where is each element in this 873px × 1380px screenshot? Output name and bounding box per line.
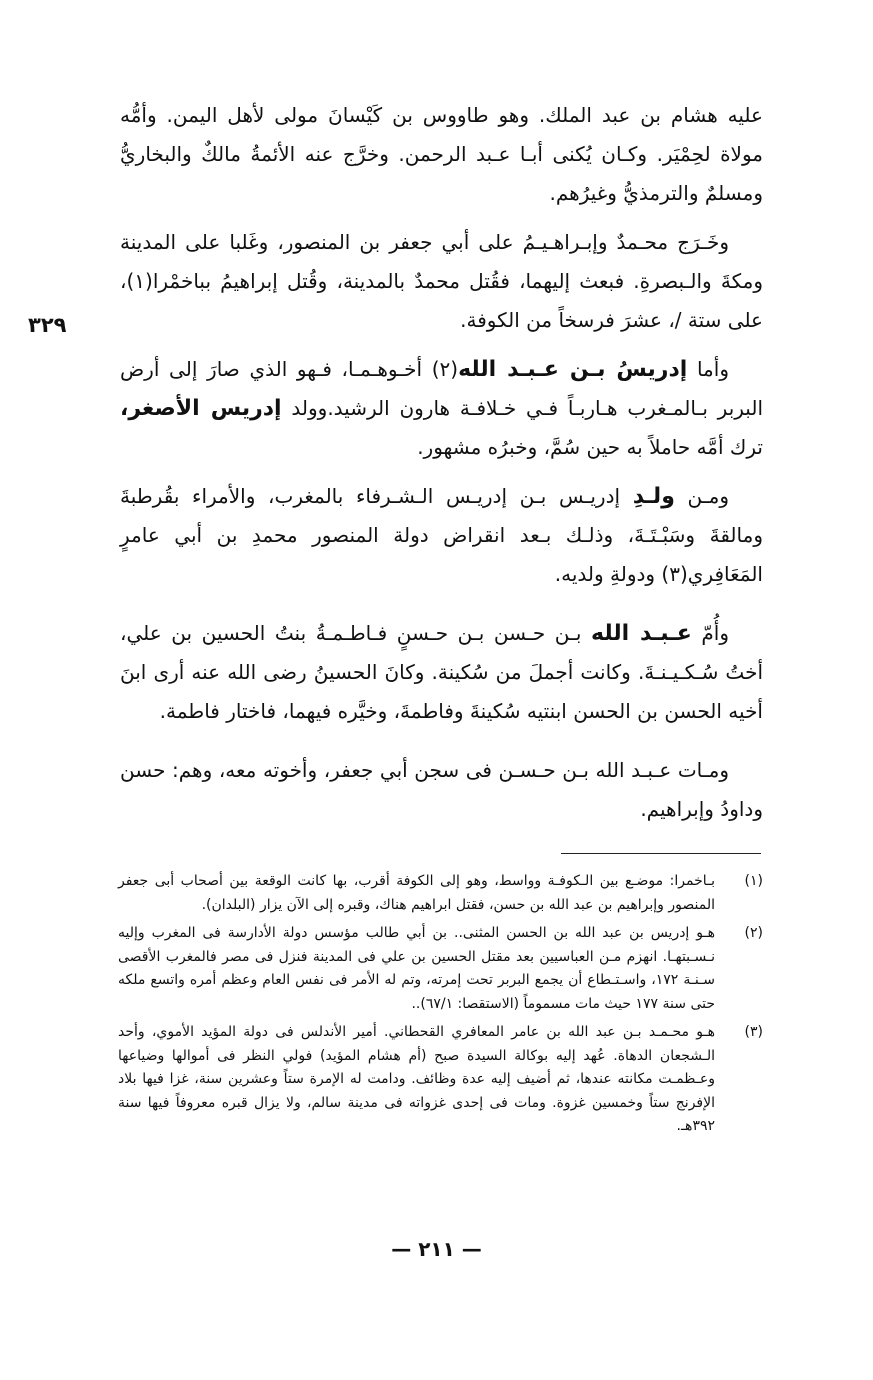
- paragraph-text: وخَـرَج محـمدٌ وإبـراهـيـمُ على أبي جعفر بن المنصور، وغَلبا على المدينة ومكةَ والـبصرةِ. فبعث إليهما، فقُتل محمدٌ بالمدينة، وقُتل إبراهيمُ بباخمْرا(١)، على ستة /، عشرَ فرسخاً من الكوفة.: [120, 230, 763, 332]
- paragraph-6: [120, 751, 763, 829]
- paragraph-5: [120, 614, 763, 731]
- footnote-3: [118, 1021, 763, 1139]
- footnote-2: [118, 922, 763, 1016]
- paragraph-text: عليه هشام بن عبد الملك. وهو طاووس بن كَيْسانَ مولى لأهل اليمن. وأمُّه مولاة لحِمْيَر. وكـان يُكنى أبـا عـبد الرحمن. وخرَّج عنه الأئمةُ مالكٌ والبخاريُّ ومسلمٌ والترمذيُّ وغيرُهم.: [120, 103, 763, 205]
- paragraph-text: وأُمّ: [691, 621, 729, 645]
- footnote-text: هـو محـمـد بـن عبد الله بن عامر المعافري القحطاني. أمير الأندلس فى دولة المؤيد الأموي، وأحد الـشجعان الدهاة. عُهد إليه بوكالة السيدة صبح (أم هشام المؤيد) فولي النظر فى أموالها وضياعها وعـظمـت مكانته عندها، ثم أضيف إليه عدة وظائف. ودامت له الإمرة ستاً وعشرين سنة، غزا فيها بلاد الإفرنج ستاً وخمسين غزوة. ومات فى إحدى غزواته فى مدينة سالم، ولا يزال قبره معروفاً فيها سنة ٣٩٢هـ.: [118, 1024, 715, 1134]
- footnotes: [118, 870, 763, 1144]
- paragraph-2: [120, 223, 763, 340]
- paragraph-text: وأما: [687, 357, 729, 381]
- paragraph-1: [120, 96, 763, 213]
- bold-name-idris: إدريسُ بـن عـبـد الله: [458, 357, 688, 382]
- paragraph-text: بـن حـسن بـن حـسنٍ فـاطـمـةُ بنتُ الحسين بن علي، أختُ سُـكـيـنـةَ. وكانت أجملَ من سُكينة. وكانَ الحسينُ رضى الله عنه أرى ابنَ أخيه الحسن بن الحسن ابنتيه سُكينةَ وفاطمةَ، وخيَّره فيهما، فاختار فاطمة.: [120, 621, 763, 723]
- paragraph-text: ومـات عـبـد الله بـن حـسـن فى سجن أبي جعفر، وأخوته معه، وهم: حسن وداودُ وإبراهيم.: [120, 758, 763, 821]
- margin-page-reference: ٣٢٩: [28, 313, 67, 337]
- paragraph-4: [120, 477, 763, 594]
- footnote-number: (١): [744, 873, 763, 889]
- paragraph-3: [120, 350, 763, 467]
- footnote-text: بـاخمرا: موضـع بين الـكوفـة وواسط، وهو إلى الكوفة أقرب، بها كانت الوقعة بين أصحاب أبى جعفر المنصور وإبراهيم بن عبد الله بن حسن، فقتل ابراهيم هناك، وقبره إلى الآن يزار (البلدان).: [118, 873, 715, 913]
- footnote-text: هـو إدريس بن عبد الله بن الحسن المثنى.. بن أبي طالب مؤسس دولة الأدارسة فى المغرب وإليه نـسـبتهـا. انهزم مـن العباسيين بعد مقتل الحسين بن علي فى المدينة فنزل فى مصر فالمغرب الأقصى سـنـة ١٧٢، واسـتـطاع أن يجمع البربر تحت إمرته، وتم له الأمر فى نفس العام وعظم أمره واتسع ملكه حتى سنة ١٧٧ حيث مات مسموماً (الاستقصا: ٦٧/١)..: [118, 925, 715, 1012]
- page-number: — ٢١١ —: [391, 1237, 482, 1261]
- bold-word-walad: ولـدِ: [632, 484, 675, 509]
- paragraph-text: إدريـس بـن إدريـس الـشـرفاء بالمغرب، والأمراء بقُرطبةَ ومالقةَ وسَبْـتَـةَ، وذلـك بـعد انقراض دولة المنصور محمدِ بن أبي عامرٍ المَعَافِري(٣) ودولةِ ولديه.: [120, 484, 763, 586]
- bold-name-abdallah: عـبـد الله: [591, 621, 692, 646]
- footnote-number: (٣): [744, 1024, 763, 1040]
- paragraph-text: (٢) أخـوهـمـا، فـهو الذي صارَ إلى أرض البربر بـالمـغرب هـاربـاً فـي خـلافـة هارون الرشيد.وولد: [120, 357, 763, 420]
- footnote-separator: [561, 853, 761, 854]
- paragraph-text: ومـن: [674, 484, 729, 508]
- footnote-number: (٢): [744, 925, 763, 941]
- bold-name-idris-asghar: إدريس الأصغر،: [120, 396, 282, 421]
- paragraph-text: ترك أمَّه حاملاً به حين سُمَّ، وخبرُه مشهور.: [417, 435, 763, 459]
- footnote-1: [118, 870, 763, 917]
- main-text: [120, 96, 763, 839]
